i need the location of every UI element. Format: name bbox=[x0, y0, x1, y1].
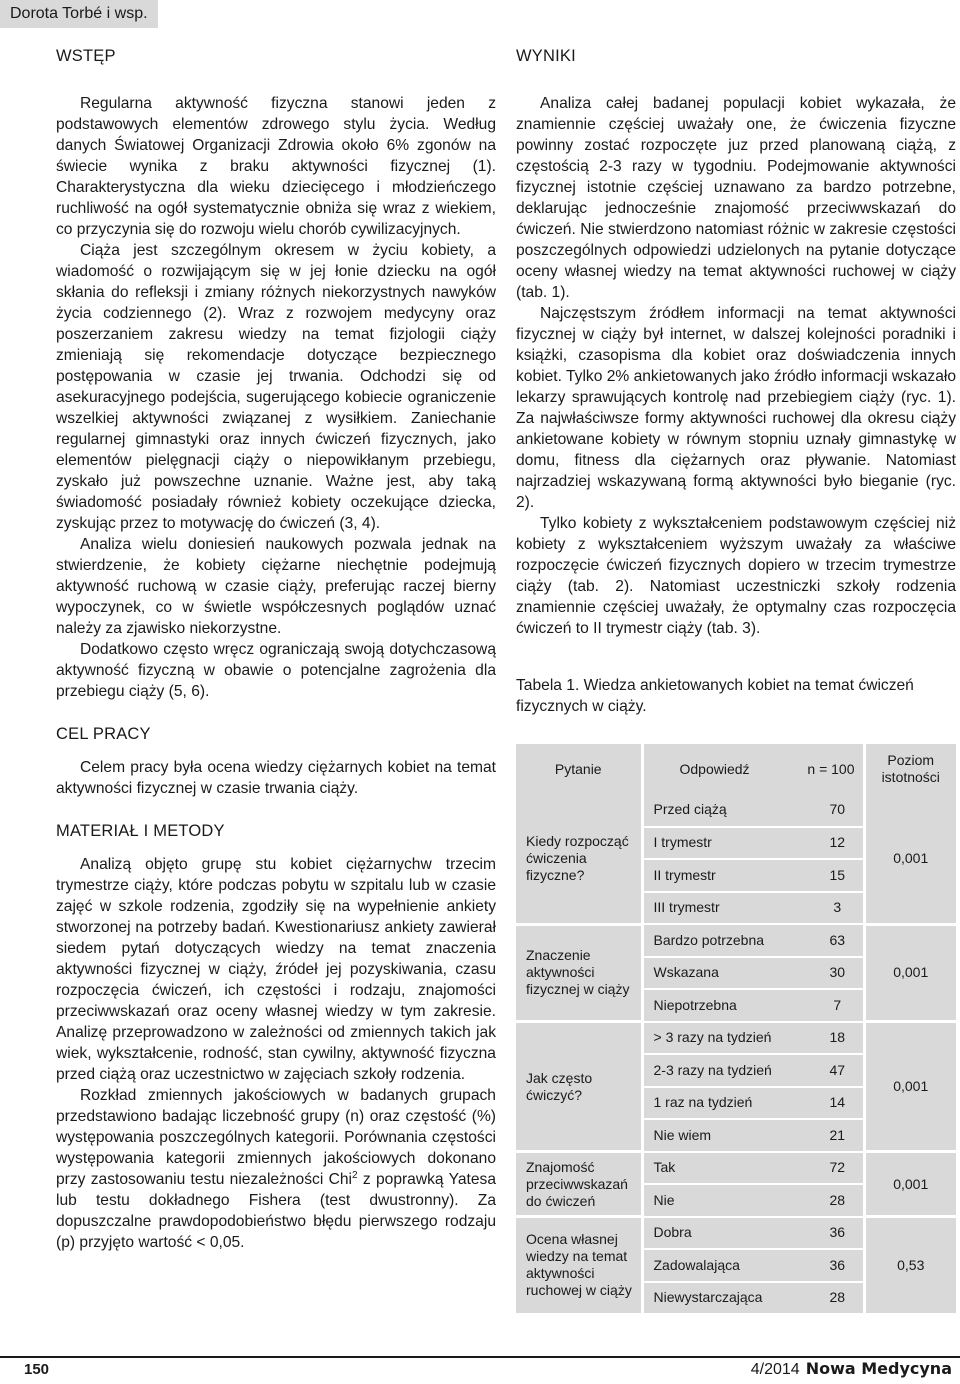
table-cell-question: Kiedy rozpocząć ćwiczenia fizyczne? bbox=[516, 794, 642, 924]
table-cell-answer: Zadowalająca bbox=[642, 1249, 812, 1282]
table-knowledge bbox=[516, 744, 956, 1316]
section-title-results: WYNIKI bbox=[516, 47, 576, 65]
table-row bbox=[516, 1022, 956, 1055]
page-number: 150 bbox=[24, 1361, 50, 1378]
table-cell-significance: 0,001 bbox=[864, 924, 956, 1022]
table-cell-answer: Wskazana bbox=[642, 957, 812, 990]
table-cell-answer: Niepotrzebna bbox=[642, 989, 812, 1022]
table-cell-answer: Nie bbox=[642, 1184, 812, 1217]
table-header-n: n = 100 bbox=[807, 760, 855, 777]
section-title-aim: CEL PRACY bbox=[56, 725, 151, 743]
table-cell-count: 72 bbox=[812, 1152, 864, 1185]
paragraph-intro-3: Analiza wielu doniesień naukowych pozwala jednak na stwierdzenie, że kobiety ciężarne niechętnie podejmują aktywność ruchową w czasie ciąży, preferując raczej bierny wypoczynek, co w świetle współczesnych poglądów uznać należy za zjawisko niekorzystne. bbox=[56, 536, 496, 637]
table-cell-count: 12 bbox=[812, 827, 864, 860]
table-header-answer-n bbox=[642, 744, 864, 794]
section-title-methods: MATERIAŁ I METODY bbox=[56, 822, 225, 840]
table-header-question: Pytanie bbox=[516, 744, 642, 794]
table-row bbox=[516, 924, 956, 957]
table-cell-question: Znajomość przeciwwskazań do ćwiczeń bbox=[516, 1152, 642, 1217]
table-row bbox=[516, 1152, 956, 1185]
paragraph-results-1: Analiza całej badanej populacji kobiet wykazała, że znamiennie częściej uważały one, że ćwiczenia fizyczne powinny zostać rozpoczęte juz przed planowaną ciążą, z częstością 2-3 razy w tygodniu. Podejmowanie aktywności fizycznej istotnie częściej uznawano za bardzo potrzebne, deklarując jednocześnie znajomość przeciwwskazań do ćwiczeń. Nie stwierdzono natomiast różnic w zakresie częstości poszczególnych odpowiedzi udzielonych na pytanie dotyczące oceny własnej wiedzy na temat aktywności ruchowej w ciąży (tab. 1). bbox=[516, 95, 956, 301]
table-cell-answer: Nie wiem bbox=[642, 1119, 812, 1152]
table-cell-answer: Dobra bbox=[642, 1217, 812, 1250]
table-cell-significance: 0,001 bbox=[864, 1152, 956, 1217]
table-cell-answer: II trymestr bbox=[642, 859, 812, 892]
running-header-author: Dorota Torbé i wsp. bbox=[0, 0, 158, 28]
table-cell-count: 30 bbox=[812, 957, 864, 990]
paragraph-results-2: Najczęstszym źródłem informacji na temat aktywności fizycznej w ciąży był internet, w dalszej kolejności poradniki i książki, czasopisma dla kobiet oraz doświadczenia innych kobiet. Tylko 2% ankietowanych jako źródło informacji wskazało lekarzy sprawujących kontrolę nad przebiegiem ciąży (ryc. 1). Za najwłaściwsze formy aktywności ruchowej dla okresu ciąży ankietowane kobiety w równym stopniu uznały gimnastykę w domu, fitness dla ciężarnych oraz pływanie. Natomiast najrzadziej wskazywaną formą aktywności było bieganie (ryc. 2). bbox=[516, 305, 957, 511]
table-cell-answer: 1 raz na tydzień bbox=[642, 1087, 812, 1120]
paragraph-methods-2-part-a: Rozkład zmiennych jakościowych w badanych grupach przedstawiono badając liczebność grupy (n) oraz częstość (%) występowania poszczególnych kategorii. Porównania częstości występowania kategorii zmiennych jakościowych dokonano przy zastosowaniu testu niezależności Chi bbox=[56, 1087, 496, 1188]
table-caption: Tabela 1. Wiedza ankietowanych kobiet na temat ćwiczeń fizycznych w ciąży. bbox=[516, 677, 914, 715]
table-cell-answer: III trymestr bbox=[642, 892, 812, 925]
superscript-2: 2 bbox=[352, 1169, 358, 1181]
journal-footer bbox=[751, 1359, 952, 1379]
table-cell-count: 21 bbox=[812, 1119, 864, 1152]
journal-issue: 4/2014 bbox=[750, 1361, 800, 1378]
table-cell-answer: 2-3 razy na tydzień bbox=[642, 1054, 812, 1087]
table-cell-count: 3 bbox=[812, 892, 864, 925]
table-row bbox=[516, 794, 956, 827]
table-cell-answer: Tak bbox=[642, 1152, 812, 1185]
table-cell-question: Ocena własnej wiedzy na temat aktywności ruchowej w ciąży bbox=[516, 1217, 642, 1315]
paragraph-aim: Celem pracy była ocena wiedzy ciężarnych kobiet na temat aktywności fizycznej w czasie trwania ciąży. bbox=[56, 759, 496, 797]
table-cell-answer: I trymestr bbox=[642, 827, 812, 860]
paragraph-intro-1: Regularna aktywność fizyczna stanowi jeden z podstawowych elementów zdrowego stylu życia. Według danych Światowej Organizacji Zdrowia około 6% zgonów na świecie wynika z braku aktywności fizycznej (1). Charakterystyczna dla wieku dziecięcego i młodzieńczego ruchliwość na ogół systematycznie obniża się wraz z wiekiem, co przyczynia się do rozwoju wielu chorób cywilizacyjnych. bbox=[56, 95, 496, 238]
table-cell-significance: 0,001 bbox=[864, 794, 956, 924]
table-cell-answer: Niewystarczająca bbox=[642, 1282, 812, 1315]
table-cell-count: 70 bbox=[812, 794, 864, 827]
paragraph-methods-2 bbox=[56, 1085, 496, 1253]
table-cell-count: 36 bbox=[812, 1217, 864, 1250]
table-cell-answer: > 3 razy na tydzień bbox=[642, 1022, 812, 1055]
left-column bbox=[56, 46, 496, 1253]
journal-name: Nowa Medycyna bbox=[805, 1359, 952, 1378]
paragraph-intro-4: Dodatkowo często wręcz ograniczają swoją dotychczasową aktywność fizyczną w obawie o potencjalne zagrożenia dla przebiegu ciąży (5, 6). bbox=[56, 641, 496, 700]
table-cell-count: 15 bbox=[812, 859, 864, 892]
table-cell-count: 18 bbox=[812, 1022, 864, 1055]
paragraph-methods-1: Analizą objęto grupę stu kobiet ciężarnychw trzecim trymestrze ciąży, które podczas pobytu w szpitalu lub w czasie zajęć w szkole rodzenia, zgodziły się na wypełnienie ankiety stworzonej na potrzeby badań. Kwestionariusz ankiety zawierał siedem pytań dotyczących wiedzy na temat znaczenia aktywności fizycznej w ciąży, źródeł jej pozyskiwania, czasu rozpoczęcia ćwiczeń, ich częstości i rodzaju, znajomości przeciwwskazań oraz oceny własnej wiedzy w tym zakresie. Analizę przeprowadzono w zależności od zmiennych takich jak wiek, wykształcenie, rodność, stan cywilny, aktywność fizyczna przed ciążą oraz uczestnictwo w zajęciach szkoły rodzenia. bbox=[56, 856, 496, 1083]
table-cell-question: Znaczenie aktywności fizycznej w ciąży bbox=[516, 924, 642, 1022]
table-cell-significance: 0,53 bbox=[864, 1217, 956, 1315]
table-cell-answer: Przed ciążą bbox=[642, 794, 812, 827]
table-cell-question: Jak często ćwiczyć? bbox=[516, 1022, 642, 1152]
footer-rule bbox=[0, 1356, 960, 1358]
table-cell-count: 28 bbox=[812, 1282, 864, 1315]
table-header-answer: Odpowiedź bbox=[679, 760, 750, 777]
table-cell-count: 63 bbox=[812, 924, 864, 957]
section-title-intro: WSTĘP bbox=[56, 47, 116, 65]
paragraph-results-3: Tylko kobiety z wykształceniem podstawowym częściej niż kobiety z wykształceniem wyższym uważały za właściwe rozpoczęcie ćwiczeń fizycznych dopiero w trzecim trymestrze ciąży (tab. 2). Natomiast uczestniczki szkoły rodzenia znamiennie częściej uważały, że optymalny czas rozpoczęcia ćwiczeń to II trymestr ciąży (tab. 3). bbox=[516, 515, 956, 637]
paragraph-intro-2: Ciąża jest szczególnym okresem w życiu kobiety, a wiadomość o rozwijającym się w jej łonie dziecku na ogół skłania do refleksji i zmiany różnych niekorzystnych nawyków życia codziennego (2). Wraz z rozwojem medycyny oraz poszerzaniem zakresu wiedzy na temat fizjologii ciąży zmieniają się rekomendacje dotyczące bezpiecznego postępowania w czasie jej trwania. Odchodzi się od asekuracyjnego podejścia, sugerującego kobiecie ograniczenie wszelkiej aktywności związanej z wysiłkiem. Zaniechanie regularnej gimnastyki oraz innych ćwiczeń fizycznych, jako elementów pielęgnacji ciąży o niepowikłanym przebiegu, zyskało już powszechne uznanie. Ważne jest, aby taką świadomość posiadały również kobiety oczekujące dziecka, zyskując przez to motywację do ćwiczeń (3, 4). bbox=[56, 242, 496, 532]
table-cell-significance: 0,001 bbox=[864, 1022, 956, 1152]
table-cell-count: 7 bbox=[812, 989, 864, 1022]
table-header-significance: Poziom istotności bbox=[864, 744, 956, 794]
paragraph-methods-2-part-b: z poprawką Yatesa lub testu dokładnego Fishera (test dwustronny). Za dopuszczalne prawdopodobieństwo błędu pierwszego rodzaju (p) przyjęto wartość < 0,05. bbox=[56, 1171, 496, 1251]
table-cell-answer: Bardzo potrzebna bbox=[642, 924, 812, 957]
right-column bbox=[516, 46, 956, 717]
table-row bbox=[516, 1217, 956, 1250]
table-cell-count: 28 bbox=[812, 1184, 864, 1217]
table-cell-count: 14 bbox=[812, 1087, 864, 1120]
table-cell-count: 36 bbox=[812, 1249, 864, 1282]
table-cell-count: 47 bbox=[812, 1054, 864, 1087]
